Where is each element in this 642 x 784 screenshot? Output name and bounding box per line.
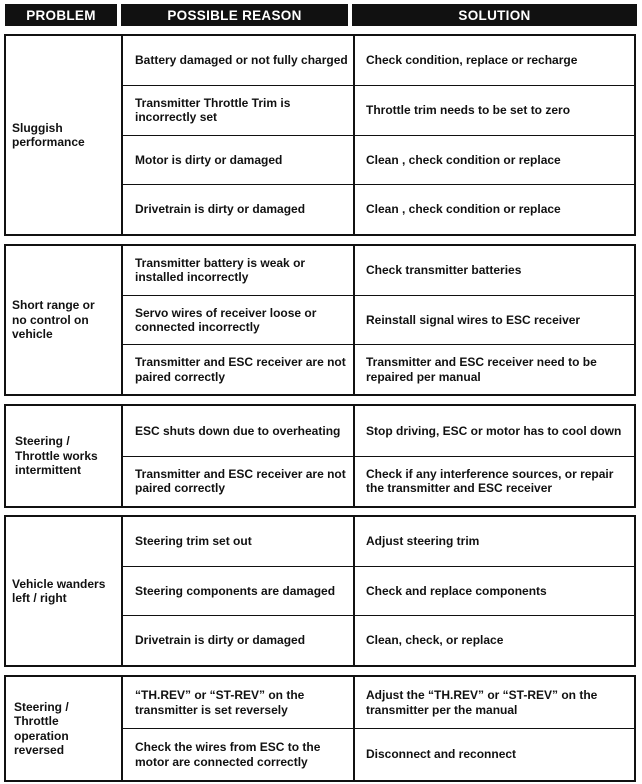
reason-cell: ESC shuts down due to overheating (123, 406, 355, 456)
table-row (123, 677, 634, 729)
solution-cell: Adjust the “TH.REV” or “ST-REV” on the transmitter per the manual (366, 688, 598, 717)
problem-cell (6, 677, 123, 780)
problem-label: Sluggish performance (12, 120, 85, 149)
header-solution: SOLUTION (352, 4, 637, 26)
reason-cell: Servo wires of receiver loose or connected incorrectly (123, 296, 355, 345)
table-row (123, 86, 634, 136)
solution-cell: Reinstall signal wires to ESC receiver (366, 312, 581, 327)
problem-cell (6, 517, 123, 665)
reason-cell: Drivetrain is dirty or damaged (123, 616, 355, 665)
solution-cell: Clean, check, or replace (366, 633, 504, 648)
solution-cell: Check if any interference sources, or repair the transmitter and ESC receiver (366, 466, 614, 496)
reason-cell: “TH.REV” or “ST-REV” on the transmitter is set reversely (123, 677, 355, 728)
table-row (123, 517, 634, 567)
table-row (123, 567, 634, 617)
table-row (123, 36, 634, 86)
table-row (123, 345, 634, 394)
problem-cell (6, 36, 123, 234)
header-problem: PROBLEM (5, 4, 117, 26)
problem-label: Vehicle wanders left / right (12, 576, 106, 605)
table-row (123, 185, 634, 234)
reason-cell: Steering trim set out (123, 517, 355, 566)
problem-group-reversed (4, 675, 636, 782)
problem-label: Steering / Throttle operation reversed (14, 699, 69, 757)
table-row (123, 406, 634, 457)
table-row (123, 616, 634, 665)
reason-cell: Drivetrain is dirty or damaged (123, 185, 355, 234)
table-row (123, 136, 634, 186)
solution-cell: Disconnect and reconnect (366, 747, 517, 762)
reason-cell: Battery damaged or not fully charged (123, 36, 355, 85)
solution-cell: Check and replace components (366, 583, 547, 598)
solution-cell: Check condition, replace or recharge (366, 53, 578, 68)
problem-group-short-range (4, 244, 636, 396)
problem-cell (6, 406, 123, 506)
reason-cell: Check the wires from ESC to the motor are connected correctly (123, 729, 355, 780)
reason-cell: Transmitter battery is weak or installed incorrectly (123, 246, 355, 295)
solution-cell: Adjust steering trim (366, 534, 480, 549)
problem-group-sluggish (4, 34, 636, 236)
table-row (123, 729, 634, 780)
solution-cell: Throttle trim needs to be set to zero (366, 102, 571, 117)
solution-cell: Check transmitter batteries (366, 263, 522, 278)
reason-cell: Transmitter Throttle Trim is incorrectly set (123, 86, 355, 135)
table-row (123, 457, 634, 507)
solution-cell: Transmitter and ESC receiver need to be repaired per manual (366, 355, 597, 384)
solution-cell: Clean , check condition or replace (366, 152, 561, 167)
problem-label: Steering / Throttle works intermittent (15, 434, 98, 478)
problem-label: Short range or no control on vehicle (12, 298, 95, 342)
reason-cell: Transmitter and ESC receiver are not paired correctly (123, 457, 355, 507)
header-possible-reason: POSSIBLE REASON (121, 4, 348, 26)
reason-cell: Steering components are damaged (123, 567, 355, 616)
problem-group-intermittent (4, 404, 636, 508)
table-row (123, 246, 634, 296)
solution-cell: Clean , check condition or replace (366, 202, 561, 217)
reason-cell: Motor is dirty or damaged (123, 136, 355, 185)
problem-group-wanders (4, 515, 636, 667)
solution-cell: Stop driving, ESC or motor has to cool down (366, 423, 622, 438)
problem-cell (6, 246, 123, 394)
reason-cell: Transmitter and ESC receiver are not paired correctly (123, 345, 355, 394)
table-row (123, 296, 634, 346)
